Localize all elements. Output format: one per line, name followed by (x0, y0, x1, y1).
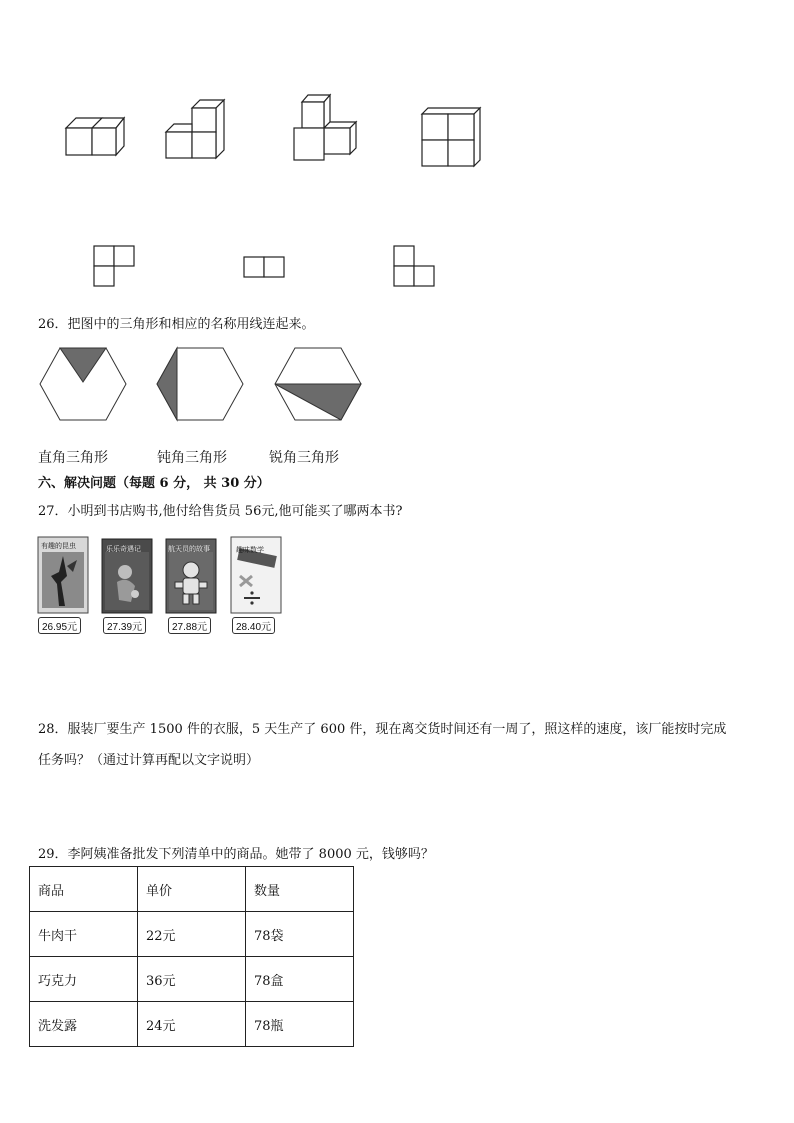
table-header-row (30, 867, 354, 912)
label-acute-triangle: 锐角三角形 (269, 450, 339, 466)
book-price-2: 27.39元 (103, 617, 146, 634)
hexagon-triangle-1 (38, 346, 128, 424)
book-title-4: 趣味数学 (236, 547, 264, 554)
table-row (30, 1002, 354, 1047)
cube-figure-3 (288, 92, 364, 164)
question-28-line-2: 任务吗？（通过计算再配以文字说明） (38, 753, 260, 768)
cell-goods: 巧克力 (30, 957, 138, 1002)
book-price-3: 27.88元 (168, 617, 211, 634)
book-title-1: 有趣的昆虫 (41, 543, 76, 550)
view-figure-2 (243, 256, 287, 280)
view-figure-1 (93, 245, 137, 289)
cell-unit-price: 36元 (138, 957, 246, 1002)
table-row (30, 957, 354, 1002)
cell-goods: 洗发露 (30, 1002, 138, 1047)
hexagon-triangle-2 (155, 346, 245, 424)
label-obtuse-triangle: 钝角三角形 (157, 450, 227, 466)
header-quantity: 数量 (246, 867, 354, 912)
book-title-3: 航天员的故事 (168, 546, 210, 553)
hexagon-triangle-3 (273, 346, 363, 424)
question-28-line-1: 28．服装厂要生产 1500 件的衣服，5 天生产了 600 件，现在离交货时间还有一周了，照这样的速度，该厂能按时完成 (38, 722, 727, 737)
header-goods: 商品 (30, 867, 138, 912)
view-figure-3 (393, 245, 437, 289)
question-26-text: 26．把图中的三角形和相应的名称用线连起来。 (38, 317, 315, 332)
table-row (30, 912, 354, 957)
section-6-heading: 六、解决问题（每题 6 分， 共 30 分） (38, 476, 270, 491)
book-title-2: 乐乐奇遇记 (106, 546, 141, 553)
label-right-triangle: 直角三角形 (38, 450, 108, 466)
question-29-text: 29．李阿姨准备批发下列清单中的商品。她带了 8000 元，钱够吗？ (38, 847, 434, 862)
cube-figure-2 (160, 98, 232, 162)
cell-unit-price: 22元 (138, 912, 246, 957)
cell-quantity: 78袋 (246, 912, 354, 957)
cell-quantity: 78盒 (246, 957, 354, 1002)
question-27-text: 27．小明到书店购书,他付给售货员 56元,他可能买了哪两本书? (38, 504, 403, 519)
goods-table (29, 866, 354, 1047)
book-price-1: 26.95元 (38, 617, 81, 634)
cell-unit-price: 24元 (138, 1002, 246, 1047)
header-unit-price: 单价 (138, 867, 246, 912)
cube-figure-4 (418, 104, 486, 170)
book-price-4: 28.40元 (232, 617, 275, 634)
cube-figure-1 (60, 110, 130, 160)
cell-goods: 牛肉干 (30, 912, 138, 957)
cell-quantity: 78瓶 (246, 1002, 354, 1047)
